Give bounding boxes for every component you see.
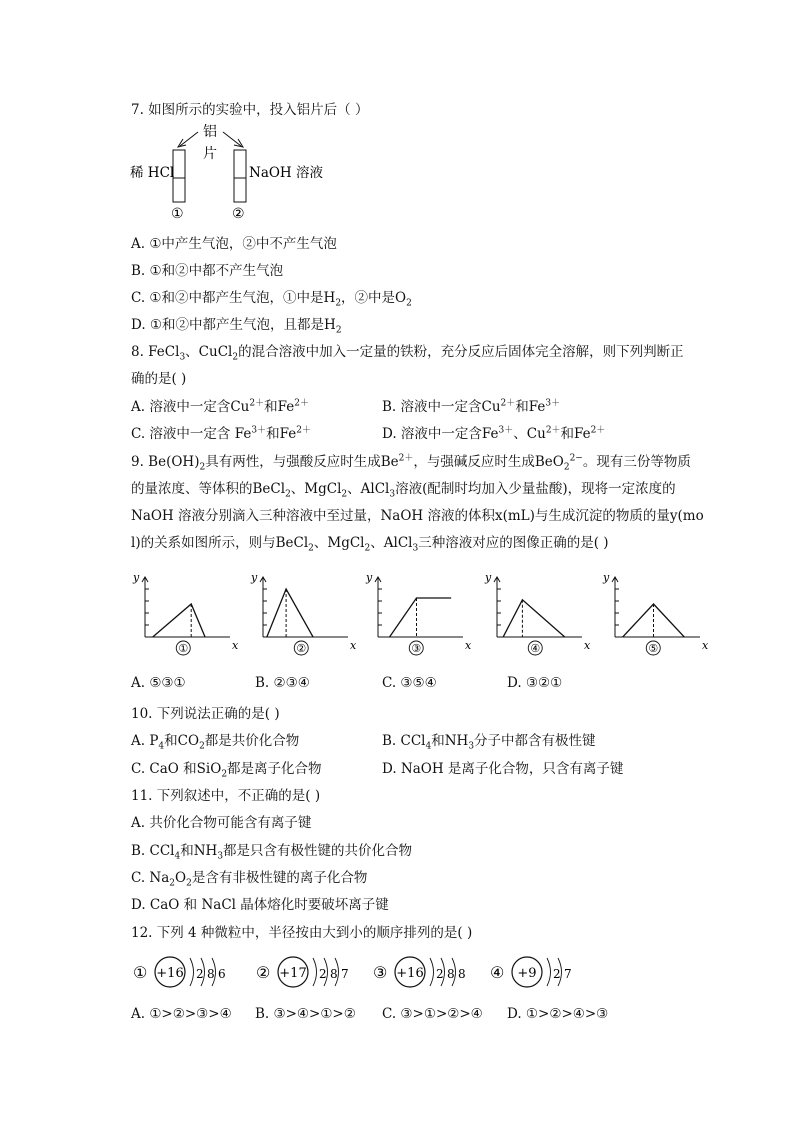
q12-shell-electrons: 2 bbox=[436, 967, 444, 981]
q7-aluminum-label-2: 片 bbox=[203, 146, 217, 162]
q9-option-a: A. ⑤③① bbox=[131, 675, 186, 691]
q12-atom-number: ① bbox=[133, 963, 148, 982]
q9-option-d: D. ③②① bbox=[507, 675, 563, 691]
q12-atom-number: ② bbox=[256, 963, 271, 982]
q9-stem-line1: 9. $Be(OH)_2$具有两性，与强酸反应时生成$Be^{2+}$，与强碱反应时生成BeO$_2^{2-}$。现有三份等物质 bbox=[131, 453, 691, 473]
q11-option-b: B. CCl$_4$和$NH_3$都是只含有极性键的共价化合物 bbox=[131, 843, 413, 862]
q8-option-c: C. 溶液中一定含 $Fe^{3+}$和$Fe^{2+}$ bbox=[131, 425, 311, 442]
q7-option-d: D. ①和②中都产生气泡，且都是$H_2$ bbox=[131, 317, 342, 336]
q10-option-c: C. CaO 和SiO$_2$都是离子化合物 bbox=[131, 761, 322, 780]
q10-option-d: D. NaOH 是离子化合物，只含有离子键 bbox=[382, 761, 624, 777]
q9-graph-x-label: x bbox=[350, 639, 357, 652]
q9-stem-line2: 的量浓度、等体积的BeCl$_2$、MgCl$_2$、AlCl$_3$溶液(配制时均加入少量盐酸)，现将一定浓度的 bbox=[131, 481, 676, 500]
q9-graph-label: ② bbox=[296, 642, 307, 655]
q9-graph-label: ① bbox=[178, 642, 189, 655]
q7-tube-2-label: ② bbox=[232, 206, 245, 222]
q9-option-c: C. ③⑤④ bbox=[382, 675, 437, 691]
q9-stem-line4: l)的关系如图所示，则与BeCl$_2$、MgCl$_2$、AlCl$_3$三种溶液对应的图像正确的是( ) bbox=[131, 535, 609, 554]
q9-graph-y-label: y bbox=[251, 571, 258, 584]
q9-graphs-figure bbox=[125, 565, 725, 660]
q7-option-c: C. ①和②中都产生气泡，①中是$H_2$，②中是$O_2$ bbox=[131, 290, 412, 309]
q8-option-a: A. 溶液中一定含$Cu^{2+}$和$Fe^{2+}$ bbox=[131, 398, 309, 415]
q12-shell-electrons: 7 bbox=[564, 967, 572, 981]
q10-option-a: A. $P_4$和$CO_2$都是共价化合物 bbox=[131, 733, 300, 752]
q12-atom-number: ④ bbox=[490, 963, 505, 982]
q9-graph-x-label: x bbox=[232, 639, 239, 652]
q12-shell-electrons: 2 bbox=[553, 967, 561, 981]
q12-shell-electrons: 2 bbox=[196, 967, 204, 981]
q12-option-a: A. ①>②>③>④ bbox=[131, 1006, 232, 1022]
q12-option-d: D. ①>②>④>③ bbox=[507, 1006, 609, 1022]
q12-shell-electrons: 8 bbox=[330, 967, 338, 981]
q11-option-c: C. $Na_2O_2$是含有非极性键的离子化合物 bbox=[131, 870, 368, 889]
q7-aluminum-label-1: 铝 bbox=[203, 124, 217, 140]
q12-atom-structures bbox=[128, 952, 598, 994]
q9-stem-line3: NaOH 溶液分别滴入三种溶液中至过量，NaOH 溶液的体积x(mL)与生成沉淀的物质的量y(mo bbox=[131, 508, 704, 524]
q9-graph-label: ③ bbox=[411, 642, 422, 655]
q9-option-b: B. ②③④ bbox=[255, 675, 310, 691]
q7-left-solution-label: 稀 HCl bbox=[130, 165, 175, 181]
q12-nucleus-charge: +9 bbox=[517, 966, 537, 981]
q12-shell-electrons: 8 bbox=[458, 967, 466, 981]
q8-stem: 8. FeCl$_3$、CuCl$_2$的混合溶液中加入一定量的铁粉，充分反应后固体完全溶解，则下列判断正 bbox=[131, 344, 684, 363]
q12-shell-electrons: 8 bbox=[447, 967, 455, 981]
q12-electron-shell bbox=[313, 958, 317, 986]
q7-apparatus-figure bbox=[128, 120, 328, 225]
q12-electron-shell bbox=[547, 958, 551, 986]
q7-option-b: B. ①和②中都不产生气泡 bbox=[131, 263, 284, 279]
q12-stem: 12. 下列 4 种微粒中，半径按由大到小的顺序排列的是( ) bbox=[131, 925, 473, 941]
q11-option-d: D. CaO 和 NaCl 晶体熔化时要破坏离子键 bbox=[131, 897, 389, 913]
q7-tube-2 bbox=[234, 150, 246, 202]
q9-graph-x-label: x bbox=[465, 639, 472, 652]
q8-stem-line2: 确的是( ) bbox=[131, 371, 187, 387]
q9-graph-label: ④ bbox=[530, 642, 541, 655]
q9-graph-y-label: y bbox=[366, 571, 373, 584]
q9-graph-label: ⑤ bbox=[648, 642, 659, 655]
q9-graph-y-label: y bbox=[603, 571, 610, 584]
q8-option-b: B. 溶液中一定含$Cu^{2+}$和$Fe^{3+}$ bbox=[382, 398, 561, 415]
q9-graph-curve bbox=[503, 600, 565, 637]
q12-option-c: C. ③>①>②>④ bbox=[382, 1006, 483, 1022]
q12-nucleus-charge: +16 bbox=[396, 966, 424, 981]
q12-nucleus-charge: +17 bbox=[279, 966, 307, 981]
q9-graph-curve bbox=[390, 598, 452, 637]
q12-nucleus-charge: +16 bbox=[156, 966, 184, 981]
q7-stem: 7. 如图所示的实验中，投入铝片后（ ） bbox=[131, 102, 369, 118]
q10-option-b: B. CCl$_4$和$NH_3$分子中都含有极性键 bbox=[382, 733, 596, 752]
q7-right-solution-label: NaOH 溶液 bbox=[249, 165, 323, 181]
q12-shell-electrons: 8 bbox=[207, 967, 215, 981]
q12-atom-number: ③ bbox=[373, 963, 388, 982]
q9-graph-y-label: y bbox=[133, 571, 140, 584]
q11-option-a: A. 共价化合物可能含有离子键 bbox=[131, 815, 312, 831]
q8-option-d: D. 溶液中一定含$Fe^{3+}$、$Cu^{2+}$和$Fe^{2+}$ bbox=[382, 425, 606, 442]
q9-graph-curve bbox=[267, 589, 313, 637]
q12-option-b: B. ③>④>①>② bbox=[255, 1006, 356, 1022]
q9-graph-y-label: y bbox=[485, 571, 492, 584]
q12-electron-shell bbox=[190, 958, 194, 986]
q9-graph-curve bbox=[153, 604, 205, 637]
q12-shell-electrons: 2 bbox=[319, 967, 327, 981]
q12-shell-electrons: 7 bbox=[341, 967, 349, 981]
q11-stem: 11. 下列叙述中，不正确的是( ) bbox=[131, 788, 321, 804]
q9-graph-x-label: x bbox=[584, 639, 591, 652]
q7-tube-1-label: ① bbox=[171, 206, 184, 222]
q12-shell-electrons: 6 bbox=[218, 967, 226, 981]
q7-option-a: A. ①中产生气泡，②中不产生气泡 bbox=[131, 236, 337, 252]
q9-graph-x-label: x bbox=[702, 639, 709, 652]
q10-stem: 10. 下列说法正确的是( ) bbox=[131, 706, 280, 722]
q12-electron-shell bbox=[430, 958, 434, 986]
q7-tube-1 bbox=[173, 150, 185, 202]
